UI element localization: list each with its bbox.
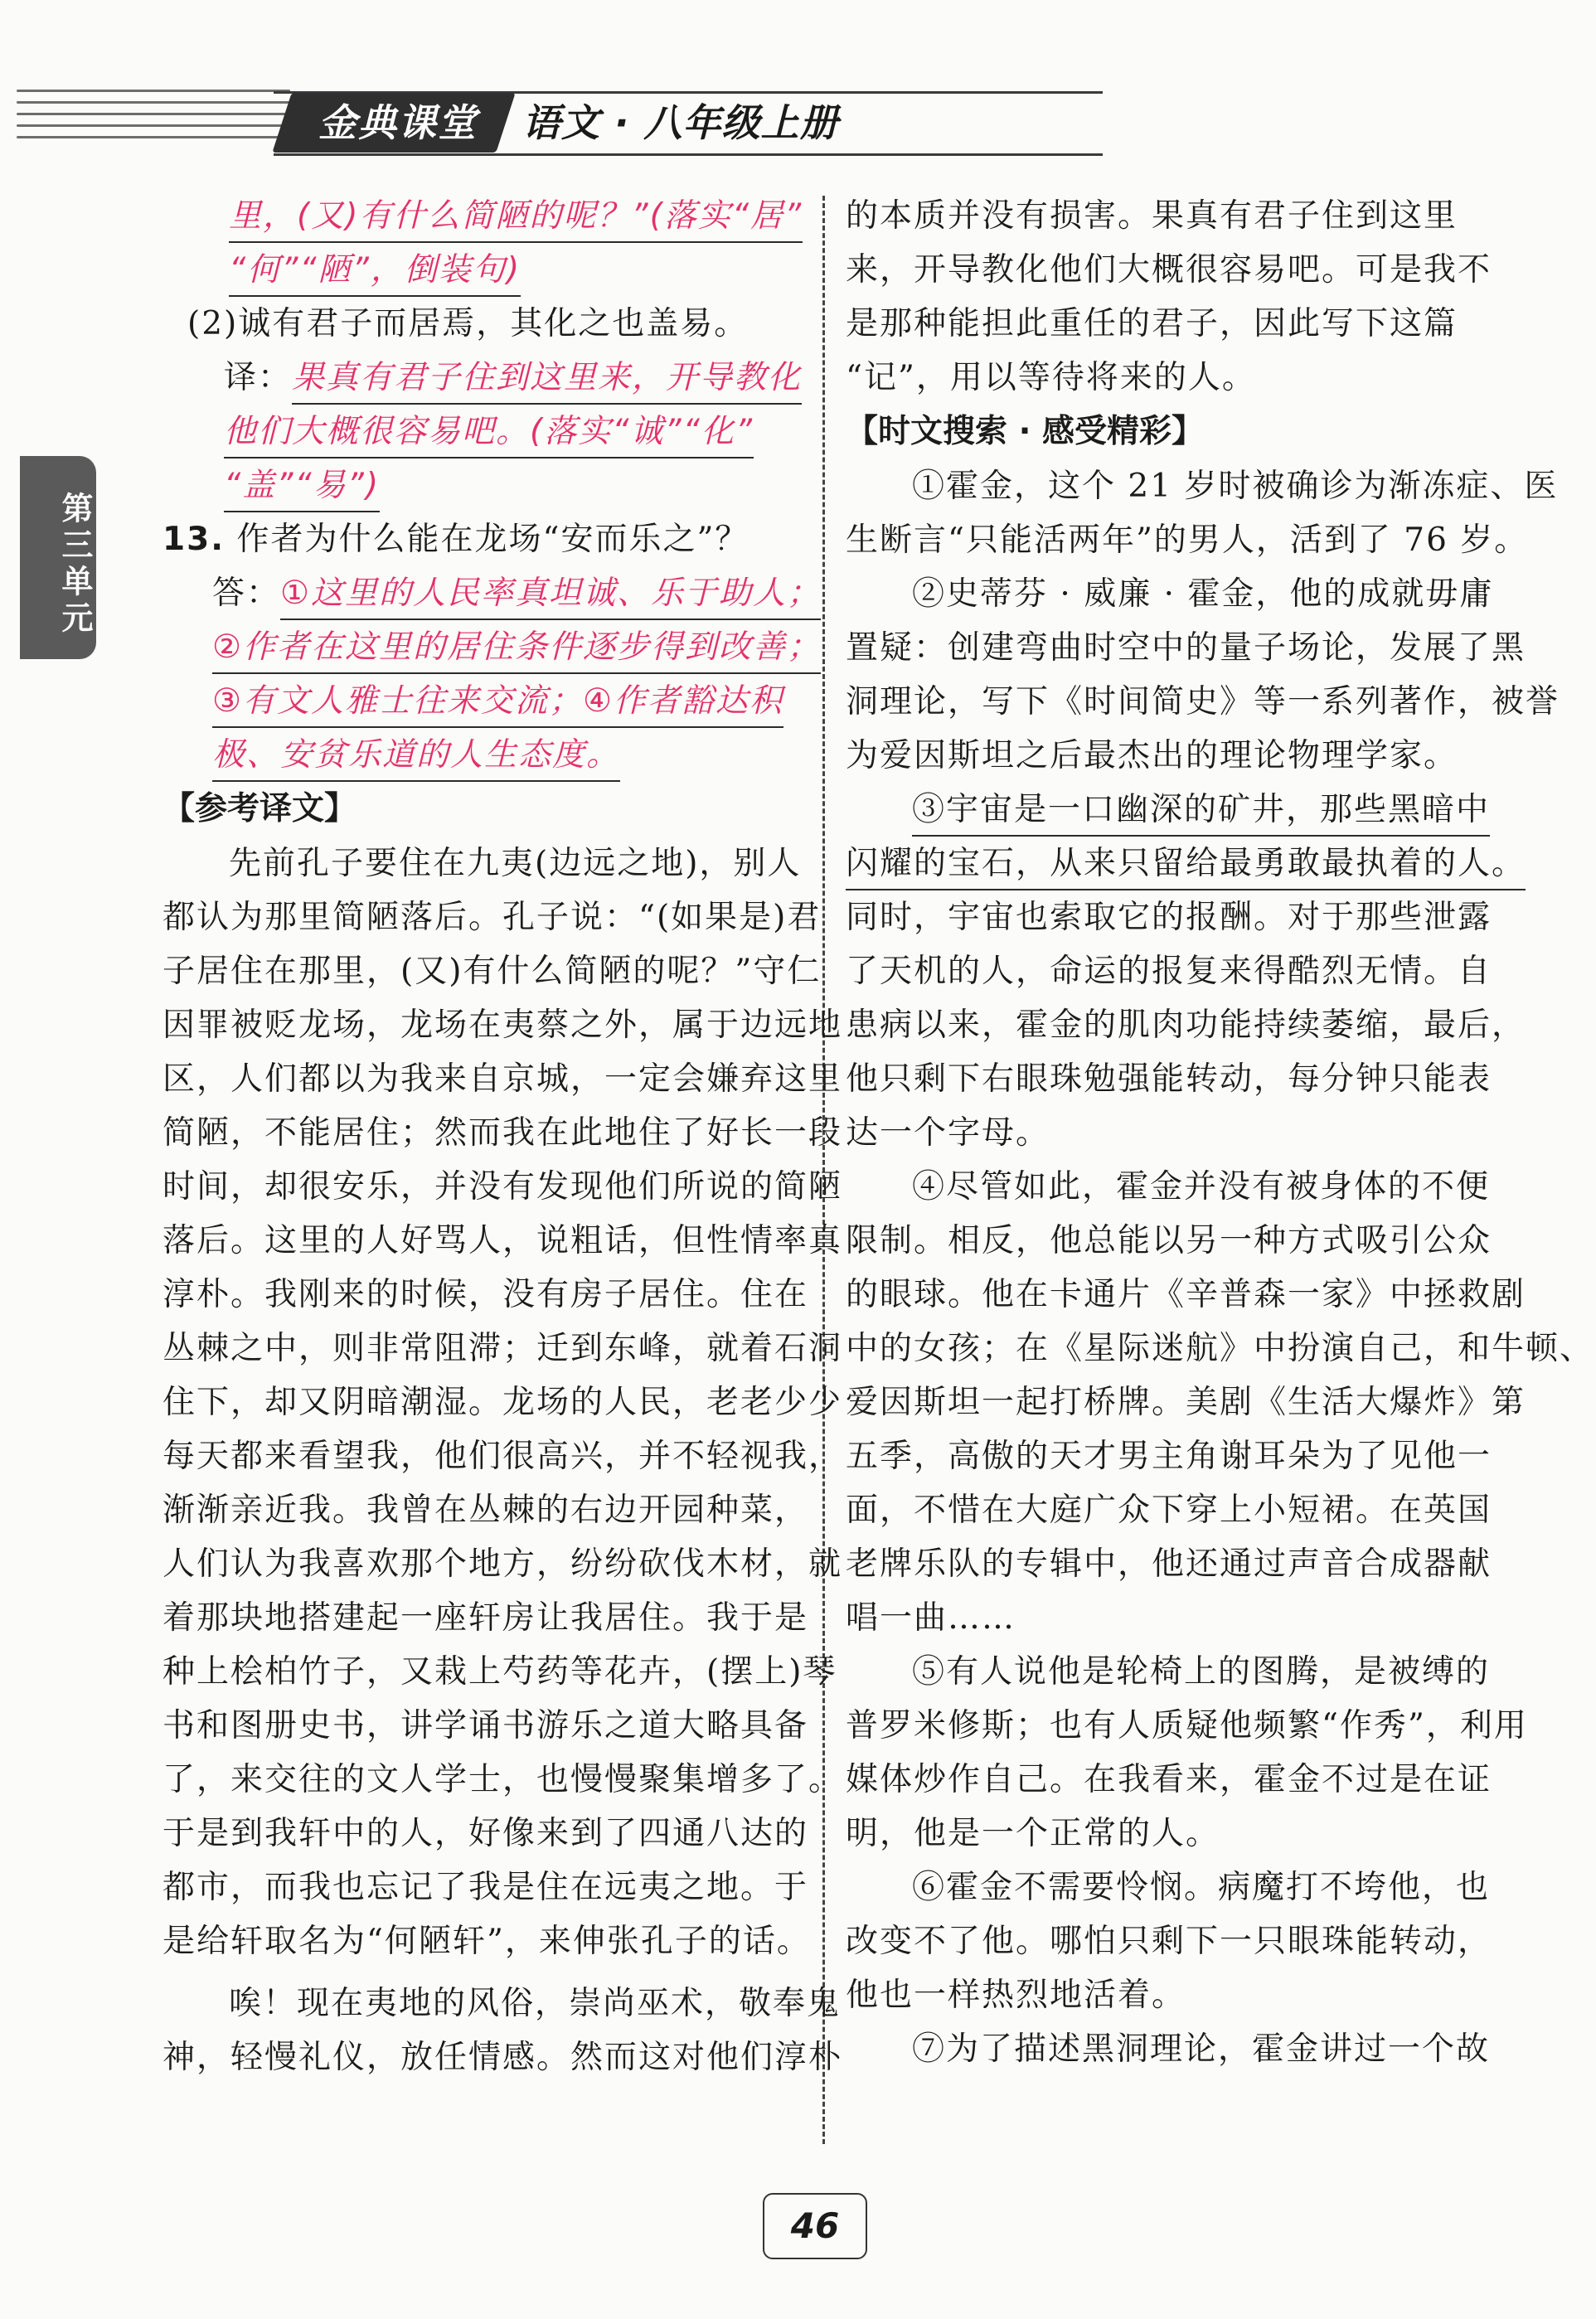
text-line: 渐渐亲近我。我曾在丛棘的右边开园种菜， xyxy=(163,1492,809,1529)
answer-12-2 xyxy=(163,351,801,512)
page-header xyxy=(0,0,1596,174)
paragraph-6 xyxy=(846,1861,1492,2022)
answer-line: “何”“陋”，倒装句) xyxy=(229,247,521,297)
answer-label: 译： xyxy=(224,359,293,396)
paragraph-2 xyxy=(846,567,1560,783)
text-line: 改变不了他。哪怕只剩下一只眼珠能转动， xyxy=(846,1923,1492,1960)
text-line: 明，他是一个正常的人。 xyxy=(846,1815,1220,1852)
question-13: 作者为什么能在龙场“安而乐之”？ xyxy=(236,521,749,558)
text-line: 唱一曲…… xyxy=(846,1599,1016,1637)
text-line: 了，来交往的文人学士，也慢慢聚集增多了。 xyxy=(163,1761,843,1798)
text-line: 老牌乐队的专辑中，他还通过声音合成器献 xyxy=(846,1545,1492,1583)
paragraph-3 xyxy=(846,783,1526,1160)
text-line: 同时，宇宙也索取它的报酬。对于那些泄露 xyxy=(846,899,1492,936)
answer-line: ①这里的人民率真坦诚、乐于助人； xyxy=(280,570,821,620)
text-line: 五季，高傲的天才男主角谢耳朵为了见他一 xyxy=(846,1438,1492,1475)
text-line: 他只剩下右眼珠勉强能转动，每分钟只能表 xyxy=(846,1060,1492,1098)
subject-title: 语文 · 八年级上册 xyxy=(522,100,839,145)
text-line: 是给轩取名为“何陋轩”，来伸张孔子的话。 xyxy=(163,1923,811,1960)
text-line: ④尽管如此，霍金并没有被身体的不便 xyxy=(912,1168,1491,1206)
text-line: 媒体炒作自己。在我看来，霍金不过是在证 xyxy=(846,1761,1492,1798)
text-line: 洞理论，写下《时间简史》等一系列著作，被誉 xyxy=(846,683,1560,720)
text-line: 的本质并没有损害。果真有君子住到这里 xyxy=(846,197,1458,235)
text-line: 神，轻慢礼仪，放任情感。然而这对他们淳朴 xyxy=(163,2039,843,2076)
text-line: “记”，用以等待将来的人。 xyxy=(846,359,1256,396)
text-line: 唉！现在夷地的风俗，崇尚巫术，敬奉鬼 xyxy=(229,1985,842,2022)
text-line: 患病以来，霍金的肌肉功能持续萎缩，最后， xyxy=(846,1007,1526,1044)
underlined-line: 闪耀的宝石，从来只留给最勇敢最执着的人。 xyxy=(846,841,1526,890)
paragraph-5 xyxy=(846,1645,1528,1861)
text-line: 人们认为我喜欢那个地方，纷纷砍伐木材，就 xyxy=(163,1545,843,1583)
text-line: 都认为那里简陋落后。孔子说：“(如果是)君 xyxy=(163,899,822,936)
text-line: 限制。相反，他总能以另一种方式吸引公众 xyxy=(846,1222,1492,1259)
text-line: ②史蒂芬 · 威廉 · 霍金，他的成就毋庸 xyxy=(912,575,1494,613)
answer-12-continued xyxy=(163,189,801,297)
page-number: 46 xyxy=(763,2193,867,2259)
brand-title: 金典课堂 xyxy=(318,100,478,145)
text-line: 时间，却很安乐，并没有发现他们所说的简陋 xyxy=(163,1168,843,1206)
paragraph-1 xyxy=(846,459,1559,567)
answer-label: 答： xyxy=(212,575,281,612)
question-12-2: (2)诚有君子而居焉，其化之也盖易。 xyxy=(187,305,749,342)
text-line: 先前孔子要住在九夷(边远之地)，别人 xyxy=(229,845,802,882)
text-line: 因罪被贬龙场，龙场在夷蔡之外，属于边远地 xyxy=(163,1007,843,1044)
text-line: 子居住在那里，(又)有什么简陋的呢？”守仁 xyxy=(163,953,822,990)
text-line: 区，人们都以为我来自京城，一定会嫌弃这里 xyxy=(163,1060,843,1098)
left-column xyxy=(163,189,843,2084)
text-line: 他也一样热烈地活着。 xyxy=(846,1977,1186,2014)
text-line: 普罗米修斯；也有人质疑他频繁“作秀”，利用 xyxy=(846,1707,1528,1744)
answer-line: ②作者在这里的居住条件逐步得到改善； xyxy=(212,624,821,674)
reading-heading: 【时文搜索 · 感受精彩】 xyxy=(846,413,1204,450)
text-line: 种上桧柏竹子，又栽上芍药等花卉，(摆上)琴 xyxy=(163,1653,837,1691)
text-line: 中的女孩；在《星际迷航》中扮演自己，和牛顿、 xyxy=(846,1330,1594,1367)
text-line: 是那种能担此重任的君子，因此写下这篇 xyxy=(846,305,1458,342)
question-number: 13. xyxy=(163,521,226,558)
reference-translation-continued xyxy=(846,189,1492,405)
unit-side-tab: 第三单元 xyxy=(20,456,96,659)
answer-line: 里，(又)有什么简陋的呢？”(落实“居” xyxy=(229,193,803,243)
text-line: 都市，而我也忘记了我是住在远夷之地。于 xyxy=(163,1869,809,1906)
text-line: 爱因斯坦一起打桥牌。美剧《生活大爆炸》第 xyxy=(846,1384,1526,1421)
paragraph-7 xyxy=(846,2022,1491,2076)
header-decoration-lines xyxy=(17,90,290,154)
text-line: ①霍金，这个 21 岁时被确诊为渐冻症、医 xyxy=(912,468,1559,505)
text-line: 达一个字母。 xyxy=(846,1114,1050,1152)
text-line: ⑥霍金不需要怜悯。病魔打不垮他，也 xyxy=(912,1869,1491,1906)
text-line: 来，开导教化他们大概很容易吧。可是我不 xyxy=(846,251,1492,289)
text-line: ⑤有人说他是轮椅上的图腾，是被缚的 xyxy=(912,1653,1491,1691)
underlined-line: ③宇宙是一口幽深的矿井，那些黑暗中 xyxy=(912,787,1490,837)
text-line: 落后。这里的人好骂人，说粗话，但性情率真 xyxy=(163,1222,843,1259)
text-line: 生断言“只能活两年”的男人，活到了 76 岁。 xyxy=(846,522,1529,559)
text-line: 的眼球。他在卡通片《辛普森一家》中拯救剧 xyxy=(846,1276,1526,1313)
text-line: 面，不惜在大庭广众下穿上小短裙。在英国 xyxy=(846,1492,1492,1529)
text-line: 置疑：创建弯曲时空中的量子场论，发展了黑 xyxy=(846,629,1526,667)
answer-line: 他们大概很容易吧。(落实“诚”“化” xyxy=(224,409,754,458)
answer-line: 极、安贫乐道的人生态度。 xyxy=(212,732,620,782)
text-line: 每天都来看望我，他们很高兴，并不轻视我， xyxy=(163,1438,843,1475)
paragraph-4 xyxy=(846,1160,1594,1645)
right-column xyxy=(846,189,1594,2076)
reference-translation xyxy=(163,837,843,2084)
text-line: 书和图册史书，讲学诵书游乐之道大略具备 xyxy=(163,1707,809,1744)
text-line: 住下，却又阴暗潮湿。龙场的人民，老老少少 xyxy=(163,1384,843,1421)
answer-line: 果真有君子住到这里来，开导教化 xyxy=(292,355,802,405)
reference-translation-heading: 【参考译文】 xyxy=(163,790,357,827)
text-line: 丛棘之中，则非常阻滞；迁到东峰，就着石洞 xyxy=(163,1330,843,1367)
text-line: 于是到我轩中的人，好像来到了四通八达的 xyxy=(163,1815,809,1852)
answer-line: “盖”“易”) xyxy=(224,463,380,512)
text-line: ⑦为了描述黑洞理论，霍金讲过一个故 xyxy=(912,2030,1491,2068)
text-line: 着那块地搭建起一座轩房让我居住。我于是 xyxy=(163,1599,809,1637)
answer-line: ③有文人雅士往来交流；④作者豁达积 xyxy=(212,678,783,728)
text-line: 淳朴。我刚来的时候，没有房子居住。住在 xyxy=(163,1276,809,1313)
answer-13 xyxy=(163,566,821,782)
text-line: 为爱因斯坦之后最杰出的理论物理学家。 xyxy=(846,737,1458,774)
text-line: 了天机的人，命运的报复来得酷烈无情。自 xyxy=(846,953,1492,990)
text-line: 简陋，不能居住；然而我在此地住了好长一段 xyxy=(163,1114,843,1152)
